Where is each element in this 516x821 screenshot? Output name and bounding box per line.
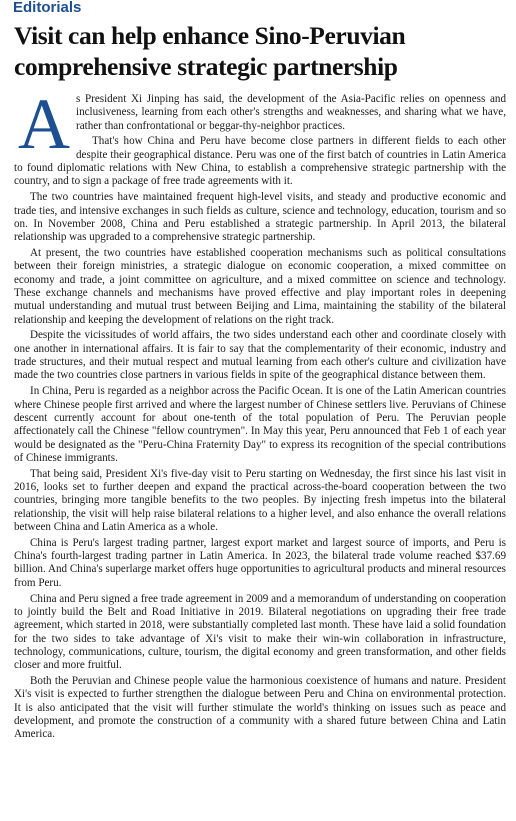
article-paragraph: The two countries have maintained frequent high-level visits, and steady and productive economic and trade ties, and intensive exchanges in such fields as culture, science and technology, education, tourism and so on. In November 2008, China and Peru established a strategic partnership. In April 2013, the bilateral relationship was upgraded to a comprehensive strategic partnership. — [14, 191, 506, 244]
article-body — [14, 84, 506, 742]
article-paragraph: At present, the two countries have established cooperation mechanisms such as political consultations between their foreign ministries, a strategic dialogue on economic cooperation, a mixed committee on economy and trade, a joint committee on agriculture, and a mixed committee on science and technology. These exchange channels and mechanisms have proved effective and play important roles in deepening mutual understanding and mutual trust between Beijing and Lima, maintaining the stability of the bilateral relationship and keeping the development of relations on the right track. — [14, 246, 506, 326]
article-paragraph: That being said, President Xi's five-day visit to Peru starting on Wednesday, the first since his last visit in 2016, looks set to further deepen and expand the practical across-the-board cooperation between the two countries, bringing more tangible benefits to the two peoples. By injecting fresh impetus into the bilateral relationship, the visit will help raise bilateral relations to a higher level, and also enhance the overall relations between China and Latin America as a whole. — [14, 467, 506, 533]
article-paragraph: In China, Peru is regarded as a neighbor across the Pacific Ocean. It is one of the Latin American countries where Chinese people first arrived and where the largest number of Chinese settlers live. Peruvians of Chinese descent currently account for about one-tenth of the total population of Peru. The Peruvian people affectionately call the Chinese "fellow countrymen". In May this year, Peru announced that Feb 1 of each year would be designated as the "Peru-China Fraternity Day" to express its recognition of the special contributions of Chinese immigrants. — [14, 385, 506, 464]
article-paragraph: China is Peru's largest trading partner, largest export market and largest source of imports, and Peru is China's fourth-largest trading partner in Latin America. In 2023, the bilateral trade volume reached $37.69 billion. And China's superlarge market offers huge opportunities to agricultural products and mineral resources from Peru. — [14, 536, 506, 589]
article-title: Visit can help enhance Sino-Peruvian comprehensive strategic partnership — [14, 21, 406, 81]
paragraph-text: s President Xi Jinping has said, the development of the Asia-Pacific relies on openness and inclusiveness, learning from each other's strengths and weaknesses, and sharing what we have, rather than confrontational or beggar-thy-neighbor practices. — [76, 93, 506, 132]
article-paragraph: Both the Peruvian and Chinese people value the harmonious coexistence of humans and nature. President Xi's visit is expected to further strengthen the dialogue between Peru and China on environmental protection. It is also anticipated that the visit will further stimulate the world's thinking on issues such as peace and development, and promote the construction of a community with a shared future between China and Latin America. — [14, 674, 506, 741]
section-label: Editorials — [13, 0, 82, 16]
article-paragraph: Despite the vicissitudes of world affairs, the two sides understand each other and coordinate closely with one another in international affairs. It is fair to say that the complementarity of their economic, industry and trade structures, and their mutual respect and mutual learning from each other's culture and civilization have made the two countries close partners in various fields in spite of the geographical distance between them. — [14, 329, 506, 382]
article-paragraph: That's how China and Peru have become close partners in different fields to each other despite their geographical distance. Peru was one of the first batch of countries in Latin America to found diplomatic relations with New China, to establish a comprehensive strategic partnership with the country, and to sign a package of free trade agreements with it. — [14, 135, 506, 188]
article-paragraph: China and Peru signed a free trade agreement in 2009 and a memorandum of understanding on cooperation to jointly build the Belt and Road Initiative in 2019. Bilateral negotiations on upgrading their free trade agreement, which started in 2018, were substantially completed last month. These have laid a solid foundation for the two sides to take advantage of Xi's visit to make their win-win collaboration in infrastructure, technology, communications, culture, tourism, the digital economy and green transformation, and other fields closer and more fruitful. — [14, 592, 506, 672]
drop-cap: A — [18, 84, 70, 164]
